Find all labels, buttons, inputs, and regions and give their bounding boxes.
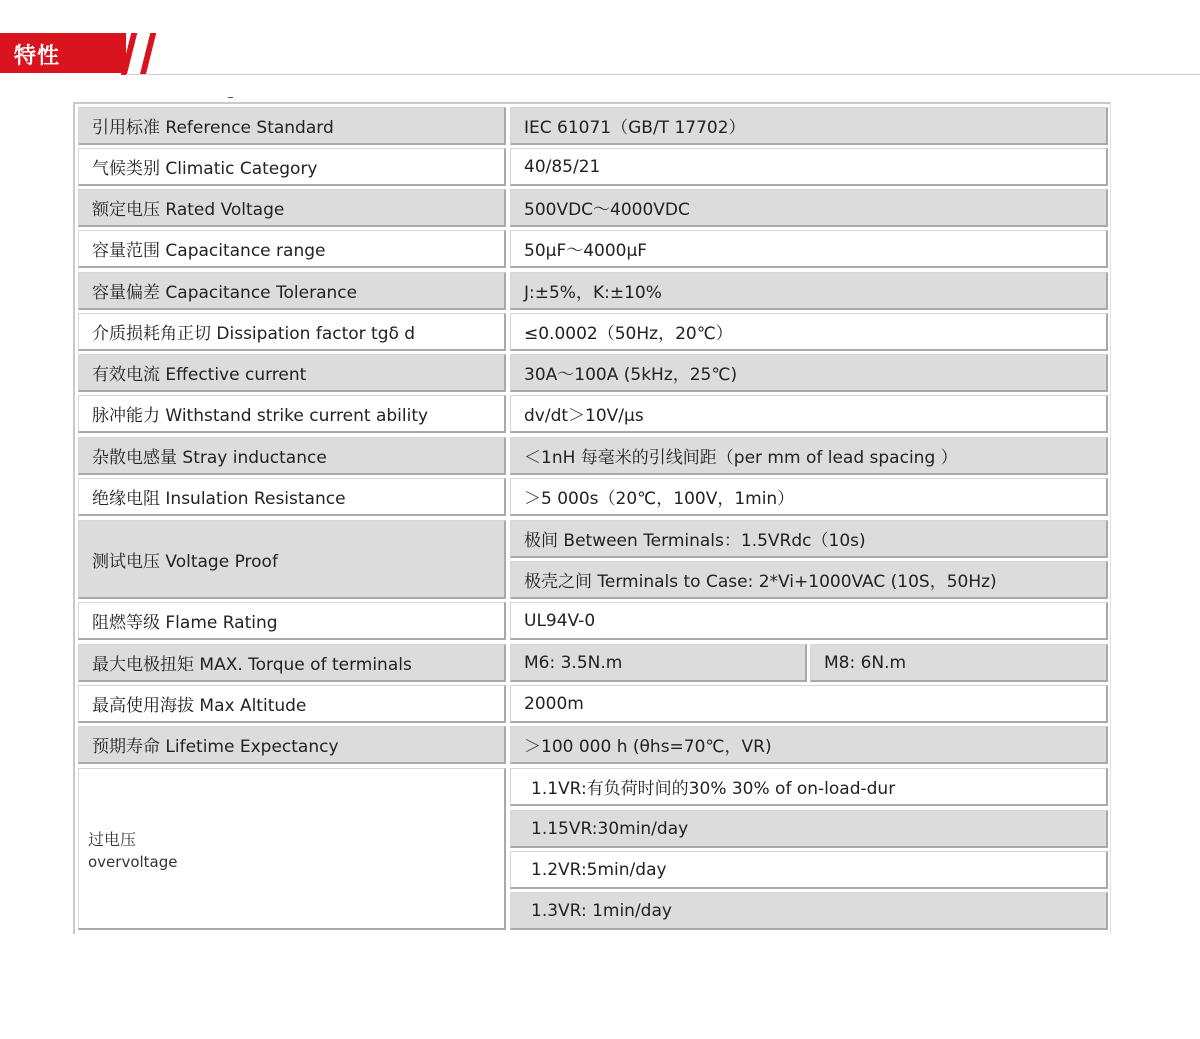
- header-divider: [126, 74, 1200, 75]
- spec-label: 杂散电感量 Stray inductance: [78, 437, 506, 475]
- overvoltage-value: 1.2VR:5min/day: [510, 851, 1108, 889]
- overvoltage-label-cn: 过电压: [88, 830, 137, 849]
- spec-label: 脉冲能力 Withstand strike current ability: [78, 395, 506, 433]
- overvoltage-label: [88, 828, 178, 874]
- spec-value: dv/dt＞10V/μs: [510, 395, 1108, 433]
- spec-value: 500VDC～4000VDC: [510, 189, 1108, 227]
- spec-value: 极壳之间 Terminals to Case: 2*Vi+1000VAC (10S，50Hz): [510, 561, 1108, 599]
- spec-label: 气候类别 Climatic Category: [78, 148, 506, 186]
- spec-value: 2000m: [510, 685, 1108, 723]
- overvoltage-label-en: overvoltage: [88, 853, 178, 871]
- spec-label: 有效电流 Effective current: [78, 354, 506, 392]
- spec-label: 引用标准 Reference Standard: [78, 107, 506, 145]
- spec-label: 绝缘电阻 Insulation Resistance: [78, 478, 506, 516]
- spec-label: 最大电极扭矩 MAX. Torque of terminals: [78, 644, 506, 682]
- overvoltage-value: 1.3VR: 1min/day: [510, 892, 1108, 930]
- spec-label: 测试电压 Voltage Proof: [78, 520, 506, 599]
- spec-value: ＞5 000s（20℃，100V，1min）: [510, 478, 1108, 516]
- section-title: 特性: [14, 44, 61, 69]
- spec-value-m6: M6: 3.5N.m: [510, 644, 807, 682]
- spec-value-m8: M8: 6N.m: [810, 644, 1108, 682]
- header-stripe-decoration: [140, 33, 156, 75]
- spec-value: ＜1nH 每毫米的引线间距（per mm of lead spacing ）: [510, 437, 1108, 475]
- spec-label: 介质损耗角正切 Dissipation factor tgδ d: [78, 313, 506, 351]
- spec-label: 容量范围 Capacitance range: [78, 230, 506, 268]
- spec-value: 50μF～4000μF: [510, 230, 1108, 268]
- spec-label: 容量偏差 Capacitance Tolerance: [78, 272, 506, 310]
- spec-value: 30A～100A (5kHz，25℃): [510, 354, 1108, 392]
- overvoltage-value: 1.15VR:30min/day: [510, 810, 1108, 848]
- spec-value: 40/85/21: [510, 148, 1108, 186]
- spec-label: 阻燃等级 Flame Rating: [78, 602, 506, 640]
- spec-label: 最高使用海拔 Max Altitude: [78, 685, 506, 723]
- overvoltage-value: 1.1VR:有负荷时间的30% 30% of on-load-dur: [510, 768, 1108, 806]
- spec-label: 额定电压 Rated Voltage: [78, 189, 506, 227]
- spec-value: J:±5%，K:±10%: [510, 272, 1108, 310]
- tick-mark: [228, 97, 233, 98]
- spec-value: IEC 61071（GB/T 17702）: [510, 107, 1108, 145]
- spec-value: ＞100 000 h (θhs=70℃，VR): [510, 726, 1108, 764]
- spec-value: UL94V-0: [510, 602, 1108, 640]
- section-header: [0, 33, 1200, 77]
- spec-label: 预期寿命 Lifetime Expectancy: [78, 726, 506, 764]
- spec-value: ≤0.0002（50Hz，20℃）: [510, 313, 1108, 351]
- spec-value: 极间 Between Terminals：1.5VRdc（10s): [510, 520, 1108, 558]
